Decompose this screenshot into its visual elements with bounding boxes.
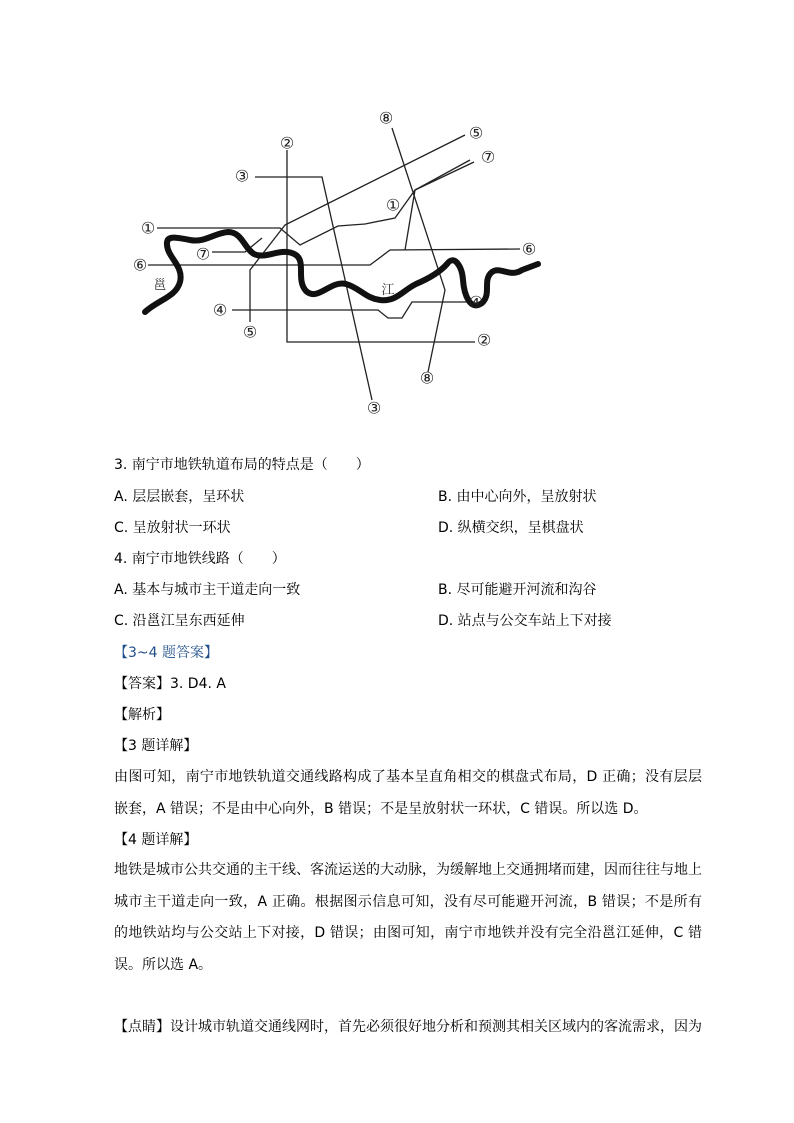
river-char-yong: 邕 [153, 278, 167, 293]
label-line-2-north: ② [279, 133, 295, 153]
metro-map [125, 100, 555, 430]
label-line-5-south: ⑤ [242, 322, 258, 342]
question-4-option-d: D. 站点与公交车站上下对接 [438, 613, 612, 629]
metro-line-5 [250, 135, 465, 322]
q4-detail-label: 【4 题详解】 [114, 832, 198, 848]
label-line-4-west: ④ [212, 300, 228, 320]
analysis-label: 【解析】 [114, 707, 170, 723]
question-3-option-a: A. 层层嵌套，呈环状 [114, 489, 245, 505]
metro-line-7-west [212, 238, 262, 252]
label-line-8-south: ⑧ [419, 368, 435, 388]
river-char-jiang: 江 [381, 283, 395, 298]
tip-label: 【点睛】 [114, 1019, 170, 1035]
q4-detail-text: 地铁是城市公共交通的主干线、客流运送的大动脉，为缓解地上交通拥堵而建，因而往往与地上城市主干道走向一致，A 正确。根据图示信息可知，没有尽可能避开河流，B 错误；不是所有的地铁站均与公交站上下对接，D 错误；由图可知，南宁市地铁并没有完全沿邕江延伸，C 错误。所以选 A。 [114, 862, 702, 973]
tip-line [114, 1012, 702, 1044]
label-line-2-east: ② [476, 330, 492, 350]
question-4-option-a: A. 基本与城市主干道走向一致 [114, 582, 301, 598]
answer-value: 3. D4. A [170, 676, 226, 692]
label-line-4-east: ④ [468, 292, 484, 312]
label-line-6-east: ⑥ [521, 239, 537, 259]
question-3-option-d: D. 纵横交织，呈棋盘状 [438, 520, 584, 536]
question-3-stem: 3. 南宁市地铁轨道布局的特点是（ ） [114, 457, 370, 473]
question-4-stem: 4. 南宁市地铁线路（ ） [114, 551, 286, 567]
label-line-1-east: ① [385, 195, 401, 215]
label-line-3-west: ③ [234, 166, 250, 186]
question-3-option-c: C. 呈放射状一环状 [114, 520, 231, 536]
question-4-option-c: C. 沿邕江呈东西延伸 [114, 613, 245, 629]
label-line-1-west: ① [140, 218, 156, 238]
answer-line [114, 674, 226, 694]
answer-label: 【答案】 [114, 676, 170, 692]
q3-detail-text: 由图可知，南宁市地铁轨道交通线路构成了基本呈直角相交的棋盘式布局，D 正确；没有层层嵌套，A 错误；不是由中心向外，B 错误；不是呈放射状一环状，C 错误。所以选 D。 [114, 769, 702, 817]
metro-line-1 [157, 160, 470, 245]
label-line-7-west: ⑦ [195, 244, 211, 264]
tip-text: 设计城市轨道交通线网时，首先必须很好地分析和预测其相关区域内的客流需求，因为 [170, 1019, 702, 1035]
label-line-6-west: ⑥ [132, 255, 148, 275]
question-4-option-b: B. 尽可能避开河流和沟谷 [438, 582, 597, 598]
label-line-3-south: ③ [366, 398, 382, 418]
label-line-7-east: ⑦ [480, 147, 496, 167]
question-3-option-b: B. 由中心向外，呈放射状 [438, 489, 597, 505]
label-line-8-north: ⑧ [378, 108, 394, 128]
q3-detail-label: 【3 题详解】 [114, 738, 198, 754]
metro-line-7 [405, 162, 474, 250]
answer-section-heading: 【3~4 题答案】 [114, 645, 218, 661]
label-line-5-east: ⑤ [468, 123, 484, 143]
